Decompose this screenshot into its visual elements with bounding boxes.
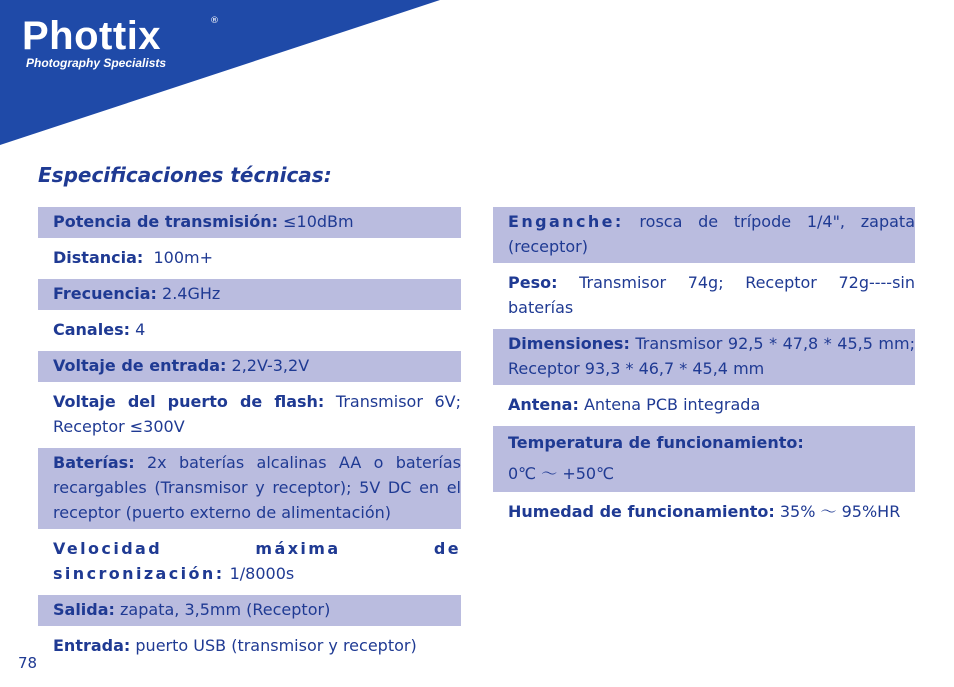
phottix-logo bbox=[22, 14, 219, 70]
spec-row: Baterías: 2x baterías alcalinas AA o baterías recargables (Transmisor y receptor); 5V DC en el receptor (puerto externo de alimentación) bbox=[38, 448, 461, 529]
spec-row: Frecuencia: 2.4GHz bbox=[38, 279, 461, 310]
page-number: 78 bbox=[18, 654, 38, 672]
spec-row: Potencia de transmisión: ≤10dBm bbox=[38, 207, 461, 238]
spec-row: Salida: zapata, 3,5mm (Receptor) bbox=[38, 595, 461, 626]
section-title: Especificaciones técnicas: bbox=[38, 163, 332, 187]
spec-row: Canales: 4 bbox=[53, 320, 146, 339]
spec-row: Entrada: puerto USB (transmisor y receptor) bbox=[53, 636, 417, 655]
spec-row: Dimensiones: Transmisor 92,5 * 47,8 * 45,5 mm; Receptor 93,3 * 46,7 * 45,4 mm bbox=[493, 329, 915, 385]
spec-row: Humedad de funcionamiento: 35% ～ 95%HR bbox=[508, 502, 901, 521]
spec-row: Enganche: rosca de trípode 1/4", zapata (receptor) bbox=[493, 207, 915, 263]
registered-mark: ® bbox=[210, 16, 219, 26]
spec-row: Distancia: 100m+ bbox=[53, 248, 213, 267]
spec-row: Temperatura de funcionamiento: 0℃ ～ +50℃ bbox=[493, 426, 915, 492]
spec-row: Peso: Transmisor 74g; Receptor 72g----sin baterías bbox=[508, 273, 915, 317]
spec-row: Voltaje de entrada: 2,2V-3,2V bbox=[38, 351, 461, 382]
specs-right-column bbox=[493, 207, 915, 528]
logo-wordmark: Phottix bbox=[22, 14, 162, 58]
spec-row: Voltaje del puerto de flash: Transmisor 6V; Receptor ≤300V bbox=[53, 392, 461, 436]
spec-row: Antena: Antena PCB integrada bbox=[508, 395, 761, 414]
logo-tagline: Photography Specialists bbox=[26, 56, 167, 70]
specs-left-column bbox=[38, 207, 461, 662]
spec-row: Velocidad máxima de sincronización: 1/8000s bbox=[53, 539, 461, 583]
